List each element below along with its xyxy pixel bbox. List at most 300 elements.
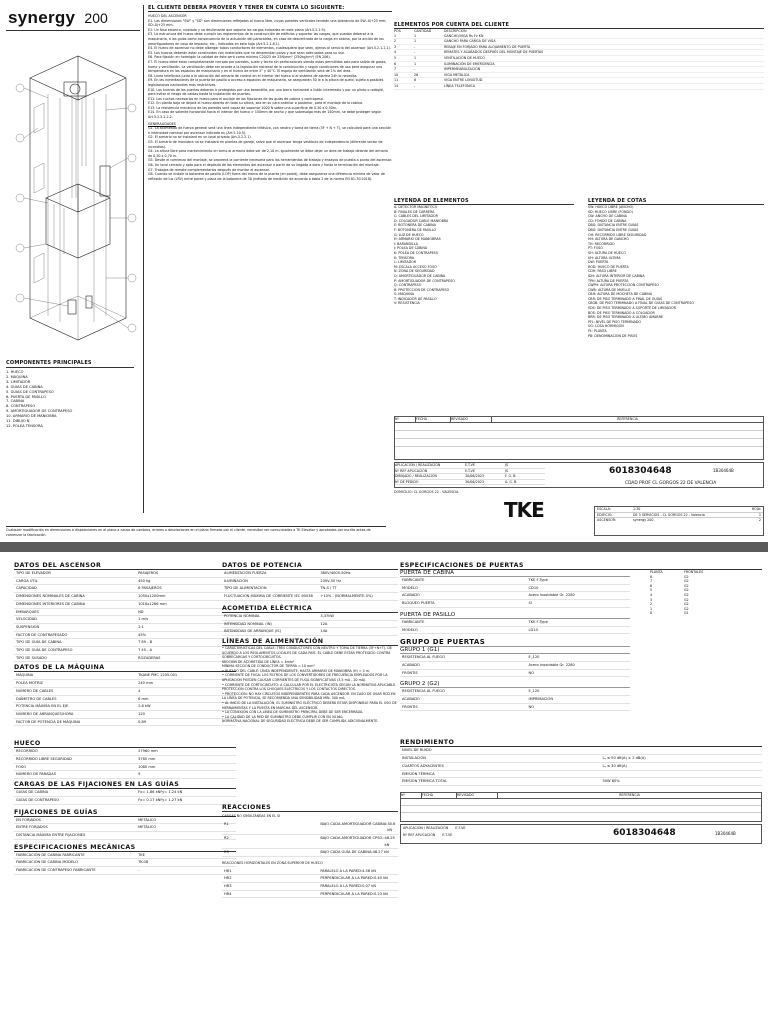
escala-label: ESCALA: — [597, 507, 611, 511]
cell-value — [602, 771, 760, 778]
cell-label: GUÍAS DE CABINA — [16, 790, 49, 795]
reacciones-horizontal-table — [222, 868, 398, 899]
cell-descripcion: LÍNEA TELEFÓNICA — [444, 83, 476, 88]
fijaciones-row — [14, 817, 236, 825]
cell-value: 1050x1200mm — [138, 594, 166, 599]
cell-label: FABRICANTE — [402, 578, 425, 582]
component-item: 3. LIMITADOR — [6, 379, 31, 384]
cell-frontal: G2 — [684, 592, 689, 597]
cell-descripcion: GANCHO PARA CARGA DE VIGA — [444, 39, 496, 44]
lineas-text — [222, 646, 398, 796]
rev2-col-n: Nº — [401, 793, 422, 798]
cell-value: Acero inoxidable Gr. 2280 — [528, 662, 575, 667]
cell-value: PARALELO A LA PARED: — [320, 884, 363, 889]
grupo2-row — [400, 704, 630, 712]
grupo-title: GRUPO DE PUERTAS — [400, 638, 630, 647]
ascensor-value: synergy 200 — [633, 518, 654, 523]
cell-label: EMISIÓN TÉRMICA TOTAL — [402, 779, 448, 784]
cell-date: 30/06/2023 — [465, 479, 485, 484]
cell-label: MÁQUINA — [16, 673, 34, 678]
component-item: 6. PUERTA DE PASILLO — [6, 394, 47, 399]
ascensor-row — [14, 585, 236, 593]
tb2-row-1 — [403, 826, 465, 831]
cell-planta: 4 — [650, 592, 653, 597]
legend-cota-item: CWB: ALTURA DE MUELLE — [588, 287, 631, 292]
cell-label: CUARTOS ADYACENTES — [402, 763, 444, 768]
cell-label: TIPO DE ELEVADOR — [16, 571, 51, 575]
component-item: 7. CABINA — [6, 399, 25, 404]
cell-value: E_120 — [528, 655, 540, 660]
cell-descripcion: REBAJE EN FORJADO PARA ALOJAMIENTO DE PUERTA — [444, 44, 531, 49]
legend-cota-item: CD: FONDO DE CABINA — [588, 218, 627, 223]
cell-value: BAJO CADA AMORTIGUADOR CPSO.: — [320, 835, 385, 840]
cell-value: 9 — [138, 772, 141, 777]
cell-label: NÚMERO DE PARADAS — [16, 772, 56, 777]
legend-element-item: Q: CONTRAPESO — [394, 283, 422, 288]
cell-value: 1080 mm — [138, 764, 156, 769]
cell-value: 0.07 kN — [362, 884, 376, 889]
component-item: 8. CONTRAPESO — [6, 404, 36, 409]
rev2-col-fecha: FECHA — [422, 793, 457, 798]
cell-label: FLUCTUACIÓN MÁXIMA DE CORRIENTE IEC 60038 — [224, 594, 313, 599]
note-item: E11. Los cuchos necesarios en hueco para el anclaje de las fijaciones de las guías de cabina y contrapeso. — [148, 96, 324, 101]
cell-date: 30/06/2023 — [465, 474, 485, 479]
client-elements-rows — [394, 34, 764, 90]
component-item: 1. HUECO — [6, 370, 24, 374]
cell-label: DIMENSIONES INTERIORES DE CABINA — [16, 601, 86, 606]
reacciones-table — [222, 821, 398, 858]
puerta-pasillo-table — [400, 619, 630, 634]
site-address: CDAD PROF CL GORGOS 22 DE VALENCIA — [625, 481, 717, 486]
cell-value: 3,37kW — [320, 613, 334, 618]
puerta-pasillo-title: PUERTA DE PASILLO — [400, 612, 630, 619]
puertas-title: ESPECIFICACIONES DE PUERTAS — [400, 562, 762, 570]
cell-pos: 5 — [394, 55, 397, 60]
client-elements-title: ELEMENTOS POR CUENTA DEL CLIENTE — [394, 22, 764, 29]
edificio-label: EDIFICIO: — [597, 512, 613, 517]
legend-element-item: C: CABLES DEL LIMITADOR — [394, 214, 438, 219]
acometida-title: ACOMETIDA ELÉCTRICA — [222, 605, 398, 613]
cell-value — [602, 747, 760, 754]
legend-cota-item: CWPH: ALTURA PROTECCIÓN CONTRAPESO — [588, 283, 659, 288]
cell-label: FABRICACIÓN DE CABINA MODELO — [16, 860, 78, 865]
cell-value: BAJO CADA AMORTIGUADOR CABINA: — [320, 821, 388, 826]
note-item: E4. El hueco de ascensor no debe albergar tubos conductores de elementos, cualesquiera que sean, ajenos al servicio del ascensor (Art.5.2.1.2.1). — [148, 46, 391, 51]
legend-cota-item: IDH: ALTURA INTERIOR DE CABINA — [588, 273, 645, 278]
cell-label: R2 — [224, 835, 229, 840]
maquina-row — [14, 711, 236, 719]
note-item: E13. La resistencia mecánica de las paredes será capaz de soportar 1000 N sobre una superficie de 0,30 x 0,30m. — [148, 105, 337, 110]
title-block-rows — [395, 463, 545, 485]
acometida-table — [222, 613, 398, 636]
legend-cotas-title: LEYENDA DE COTAS — [588, 198, 764, 205]
legend-cota-item: HH: ALTURA DE GANCHO — [588, 237, 629, 242]
cell-value: NO — [528, 704, 535, 709]
cell-label: INTENSIDAD NOMINAL (IN) — [224, 621, 272, 626]
cell-label: DIBUJADO / REALIZACIÓN — [395, 474, 437, 479]
acometida-row — [222, 613, 398, 621]
cell-label: RESISTENCIA AL FUEGO — [402, 689, 445, 694]
cell-name: F. G. B. — [505, 474, 517, 479]
general-title: GENERALIDADES — [148, 121, 176, 126]
escala-value: 1:30 — [633, 507, 641, 511]
general-item: G1. La acometida de fuerza general será una línea independiente trifásica, con neutro y toma de tierra (3F + N + T), se calculará para una sección e intensidad nominal por ascensor indicada en (Art.5.10.5). — [148, 126, 392, 135]
legend-element-item: L: LIMITADOR — [394, 260, 417, 265]
cell-label: CARGA ÚTIL — [16, 578, 38, 583]
cell-value: IMPRIMACIÓN — [528, 697, 554, 702]
cell-frontal: G2 — [684, 597, 689, 602]
cell-value: E_120 — [528, 689, 540, 694]
rev2-col-revisado: REVISADO — [457, 793, 498, 798]
cell-label: Nº DE PEDIDO — [395, 479, 419, 484]
ascensor-row — [14, 616, 236, 624]
general-item: G4. La altura libre para mantenimiento en torno al armario debe ser de 2,10 m. Igualmente se debe dejar un área de trabajo delante del armario de 0,50 x 0,70 m. — [148, 149, 388, 158]
cell-value: ND — [138, 609, 144, 614]
legend-cota-item: PT: FOSO — [588, 246, 603, 251]
notes-items — [148, 19, 392, 120]
title-block-row — [395, 480, 545, 486]
cell-frontal: G2 — [684, 579, 689, 584]
especificaciones-table — [14, 852, 236, 875]
lineas-paragraph: • LA CONEXIÓN CON LA LÍNEA DE SUMINISTRO PRINCIPAL DEBE DE SER ENCERRADA. — [222, 710, 364, 715]
reaccion-horizontal-row — [222, 875, 398, 883]
cell-label: POTENCIA MÁXIMA EN EL EJE — [16, 704, 69, 709]
cell-value: 230V-50 Hz — [320, 578, 342, 583]
component-item: 10. ARMARIO DE MANIOBRA — [6, 414, 57, 419]
note-item: E6. Para fijación en hormigón la calidad de éste será como mínimo C20/25 de 25N/mm² (250kg/cm²) (EN 206). — [148, 55, 331, 60]
cell-value: 50W 60% — [602, 779, 620, 784]
cell-cantidad: - — [414, 44, 416, 49]
cell-label: FRONTIS — [402, 670, 418, 675]
cell-label: MODELO — [402, 585, 418, 590]
cell-pos: 1 — [394, 33, 397, 38]
maquina-row — [14, 688, 236, 696]
cell-pos: 2 — [394, 39, 397, 44]
title-meta — [594, 506, 764, 536]
component-item: 5. GUÍAS DE CONTRAPESO — [6, 389, 54, 394]
hoja-value-2: 2 — [758, 518, 761, 523]
tb2-val-1: E-T-VE — [455, 825, 466, 830]
cell-frontal: G2 — [684, 602, 689, 607]
cell-label: FACTOR DE POTENCIA DE MÁQUINA — [16, 719, 81, 724]
cell-value: PARALELO A LA PARED: — [320, 868, 363, 873]
grupo2-title: GRUPO 2 (G2) — [400, 681, 630, 688]
ascensor-label: ASCENSOR: — [597, 518, 617, 523]
cell-label: ACABADO — [402, 697, 420, 702]
fijaciones-title: FIJACIONES DE GUÍAS — [14, 809, 236, 817]
potencia-row — [222, 593, 398, 601]
cell-value: 4.56 kN — [362, 868, 376, 873]
reaccion-horizontal-row — [222, 883, 398, 891]
cell-label: MODELO — [402, 627, 418, 632]
cell-frontal: G2 — [684, 583, 689, 588]
legend-element-item: P: AMORTIGUADOR DE CONTRAPESO — [394, 278, 455, 283]
cell-value: 0,89 — [138, 719, 147, 724]
cell-value: Lₐ ≤ 50 dB(A) ± 2 dB(A) — [602, 756, 646, 761]
cell-cantidad: 26 — [414, 72, 419, 77]
cell-value: 0.23 kN — [373, 891, 388, 896]
ascensor-row — [14, 655, 236, 663]
column-potencia — [222, 562, 398, 1024]
cell-pos: 3 — [394, 44, 397, 49]
cell-label: CAPACIDAD — [16, 586, 37, 591]
legend-cota-item: PFL: NIVEL DE PISO TERMINADO — [588, 319, 641, 324]
lineas-paragraph: • RUTADO DEL CABLE: LÍNEA INDEPENDIENTE, HASTA ARMARIO DE MANIOBRA (H) = 4 m. — [222, 668, 371, 673]
edificio-value: DE 3 SERVICIOS - CL GORGOS 22 - Valencia — [633, 512, 705, 517]
legend-cota-item: TPH: ALTURA DE PUERTA — [588, 278, 629, 283]
hueco-row — [14, 771, 236, 779]
cell-value: +10% - (NORMALMENTE-5%) — [320, 594, 373, 599]
frontales-header: FRONTALES — [684, 570, 704, 574]
cell-label: INSTALACIÓN — [402, 756, 426, 761]
note-item: E12. En planta baja se dejará el hueco abierto en toda su altura, sea en su cara anterior o posterior, para el montaje de la cabina. — [148, 101, 364, 106]
maquina-row — [14, 680, 236, 688]
legend-cota-item: TH: RECORRIDO — [588, 241, 615, 246]
grupo2-row — [400, 688, 630, 696]
grupo2-table — [400, 688, 630, 711]
cell-name: JS — [505, 463, 509, 467]
legend-cota-item: SW: HUECO LIBRE (ANCHO) — [588, 205, 634, 209]
cell-value: TKE F-Type — [528, 619, 548, 624]
potencia-row — [222, 585, 398, 593]
cell-value: CD10 — [528, 585, 539, 590]
cell-cantidad: - — [414, 83, 416, 88]
general-item: G6. Un local cerrado y apto para el depósito de los elementos del ascensor a partir de su llegada a obra y hasta la terminación del montaje. — [148, 163, 380, 167]
column-puertas — [400, 562, 762, 1024]
cell-pos: 10 — [394, 72, 399, 77]
cell-value: Fx= 1.86 kN — [138, 790, 161, 795]
cell-value: T 45 - A — [138, 648, 153, 653]
legend-element-item: J: POLEA DE CABINA — [394, 246, 428, 251]
reaccion-row — [222, 821, 398, 835]
cell-label: NÚMERO DE CABLES — [16, 688, 54, 693]
legend-element-item: K: TENSORA — [394, 255, 414, 260]
client-element-row — [394, 84, 764, 90]
general-item: G3. El armario de maniobra no se instalará en plantas de garaje, salvo que el ascensor tenga vestíbulo de independencia (diferente sector de incendios). — [148, 140, 383, 149]
cell-value: SI — [528, 601, 532, 606]
cell-label: ACABADO — [402, 662, 420, 667]
drawing-sheet-2 — [0, 552, 768, 1024]
cell-value: PASAJEROS — [138, 571, 159, 575]
order-number-2: 6018304648 — [613, 827, 676, 838]
col-descripcion: DESCRIPCIÓN — [444, 29, 467, 33]
lineas-paragraph: • PROTECCIÓN: NO HAY CIRCUITOS INDEPENDIENTES PARA CADA ASCENSOR. EN CASO DE USAR RCD EN LA LÍNEA DE POTENCIA, SE RECOMIENDA UNA SENSIBILIDAD MÍN. 300 mA. — [222, 691, 396, 701]
cell-frontal: G2 — [684, 606, 689, 611]
legend-elements-title: LEYENDA DE ELEMENTOS — [394, 198, 574, 205]
cell-label: FABRICANTE — [402, 619, 425, 624]
cell-label: POLEA MOTRIZ — [16, 681, 44, 686]
cell-value: 14A — [320, 629, 328, 634]
cell-value: TK-08 — [138, 860, 149, 865]
brand-block — [8, 8, 140, 26]
cell-label: Nº REF APLICACIÓN — [395, 468, 428, 473]
client-elements-table — [394, 22, 764, 172]
potencia-row — [222, 578, 398, 586]
rev2-col-referencia: REFERENCIA — [619, 792, 640, 797]
components-list — [6, 360, 134, 466]
especificaciones-row — [14, 852, 236, 860]
cell-label: ACABADO — [402, 593, 420, 598]
cell-value: 240 mm — [138, 681, 154, 686]
domicile-line — [394, 490, 594, 495]
tb2-val-2: E-T-VE — [442, 832, 453, 837]
puerta-cabina-row — [400, 600, 630, 608]
ascensor-row — [14, 601, 236, 609]
elevator-shaft-isometric-drawing — [8, 48, 140, 348]
lineas-paragraph: • CARACTERÍSTICAS DEL CABLE: TRES CONDUCTORES CON NEUTRO Y TOMA DE TIERRA (3F+N+T), DE ACUERDO A LOS REGLAMENTOS LOCALES DE CADA PAÍS. EL CABLE DEBE ESTAR PROTEGIDO CONTRA SOBRECARGAS Y CORTOCIRCUITOS. — [222, 645, 392, 660]
legend-cota-item: PB: DENOMINACIÓN DE PISOS — [588, 333, 638, 338]
acometida-row — [222, 621, 398, 629]
cell-label: HR1 — [224, 868, 232, 873]
order-short-code: 1B30464B — [713, 468, 734, 473]
cell-name: A. G. B. — [505, 479, 518, 484]
cell-frontal: G2 — [684, 588, 689, 593]
rendimiento-row — [400, 778, 762, 786]
legend-cota-item: CBH: ALTURA DE MOCHETA DE CABINA — [588, 292, 652, 297]
cell-label: EMISIÓN TÉRMICA — [402, 771, 435, 776]
brand-model: 200 — [84, 10, 108, 26]
acometida-row — [222, 628, 398, 636]
cell-value: TKANE PMC 1205.001 — [138, 673, 178, 678]
legend-element-item: K: POLEA DE CONTRAPESO — [394, 250, 439, 255]
legend-element-item: I: BARANDILLA — [394, 241, 419, 246]
cell-value: 3760 mm — [138, 757, 156, 762]
cell-value: 48.27 kN — [372, 850, 389, 855]
cell-value: 2:1 — [138, 624, 144, 629]
lineas-paragraph: NORMATIVA NACIONAL DE SEGURIDAD ELÉCTRICA DEBE DE SER CUMPLIDA ADICIONALMENTE. — [222, 719, 379, 724]
cell-value: 30.6 kN — [387, 821, 396, 833]
cell-label: DIMENSIONES NOMINALES DE CABINA — [16, 594, 85, 599]
cell-value: 45% — [138, 632, 147, 637]
cell-value: TKE — [138, 852, 145, 857]
cell-pos: 11 — [394, 78, 399, 83]
notes-subtitle: HUECO DEL ASCENSOR — [148, 14, 187, 18]
reacciones-subtitle: CARGAS NO SIMULTÁNEAS EN EL SI — [222, 813, 281, 818]
general-item: G2. El armario no se instalará en un local privado (Art.5.2.2.1). — [148, 135, 252, 140]
cell-pos: 7 — [394, 67, 397, 72]
cell-pos: 4 — [394, 50, 397, 55]
cell-label: RECORRIDO — [16, 749, 38, 754]
hueco-row — [14, 764, 236, 772]
cell-label: INTENSIDAD DE ARRANQUE (IS) — [224, 629, 281, 634]
cell-descripcion: ILUMINACIÓN DE EMERGENCIA — [444, 61, 495, 66]
ascensor-row — [14, 609, 236, 617]
cell-descripcion: VIGA METÁLICA — [444, 72, 470, 77]
grupo1-row — [400, 654, 630, 662]
legend-cota-item: ROD: HUECO DE PUERTA — [588, 264, 629, 269]
hueco-title: HUECO — [14, 740, 236, 748]
cell-planta: 6 — [650, 583, 653, 588]
legend-cota-item: CDH: PASO LIBRE — [588, 269, 617, 274]
legend-element-item: R: PROTECCIÓN DE CONTRAPESO — [394, 287, 450, 292]
plantas-table — [630, 570, 762, 711]
puerta-pasillo-row — [400, 619, 630, 627]
reacciones-title: REACCIONES — [222, 804, 398, 812]
cell-label: POTENCIA NOMINAL — [224, 613, 261, 618]
cell-frontal: G1 — [684, 611, 689, 616]
cell-label: DIÁMETRO DE CABLES — [16, 696, 57, 701]
component-item: 9. AMORTIGUADOR DE CONTRAPESO — [6, 409, 73, 414]
rendimiento-row — [400, 747, 762, 755]
cargas-row — [14, 789, 236, 797]
cell-label: R3 — [224, 850, 229, 855]
disclaimer-footer: Cualquier modificación en dimensiones o disposiciones en el plano a causa de cambios, errores o desviaciones en el plano firmado por el cliente, necesitan ser comunicadas a TK Elevator y aprobadas por escrito antes de comenzar la fabricación. — [6, 526, 386, 538]
fijaciones-row — [14, 832, 236, 840]
note-item: E14. En caso de saliente horizontal hacia el interior del hueco > 150mm de ancho y que sobresalga más de 150mm, se debe proteger según Art.5.2.5.2.2.2. — [148, 110, 382, 120]
cell-cantidad: 1 — [414, 61, 417, 66]
cell-name: JS — [505, 468, 509, 473]
ascensor-row — [14, 624, 236, 632]
hueco-row — [14, 748, 236, 756]
cell-cantidad: 1 — [414, 39, 417, 44]
potencia-row — [222, 570, 398, 578]
cell-label: NIVEL DE RUIDO — [402, 748, 432, 753]
legend-element-item: O: AMORTIGUADOR DE CABINA — [394, 273, 446, 278]
legend-element-item: G: LUZ DE HUECO — [394, 232, 424, 237]
cell-label: DISTANCIA MÁXIMA ENTRE FIJACIONES — [16, 832, 86, 837]
legend-elements — [394, 198, 574, 408]
cell-frontal: G2 — [684, 574, 689, 579]
legend-cota-item: PL: PLANTA — [588, 329, 607, 334]
cell-value: PERPENDICULAR A LA PARED: — [320, 876, 374, 881]
cell-label: FOSO — [16, 764, 27, 769]
puerta-cabina-row — [400, 577, 630, 585]
maquina-row — [14, 696, 236, 704]
legend-cota-item: SH: ALTURA DE HUECO — [588, 250, 626, 255]
fijaciones-row — [14, 824, 236, 832]
cell-label: ALIMENTACIÓN FUERZA — [224, 571, 267, 575]
datos-maquina-table — [14, 672, 236, 726]
cell-descripcion: VIGA ENTRE LONGITUD — [444, 78, 483, 83]
cargas-row — [14, 797, 236, 805]
brand-name: synergy — [8, 8, 76, 27]
legend-element-item: B: FINALES DE CARRERA — [394, 209, 435, 214]
cell-value: 6 PASAJEROS — [138, 586, 162, 591]
cell-value: Acero inoxidable Gr. 2280 — [528, 593, 575, 598]
cell-descripcion: VENTILACIÓN DE HUECO — [444, 55, 485, 60]
legend-cota-item: BRR: DE PISO TERMINADO A ÚLTIMO AMARRE — [588, 315, 663, 320]
grupo1-row — [400, 670, 630, 678]
cell-planta: 1 — [650, 606, 653, 611]
legend-cota-item: DBG: DISTANCIA ENTRE GUÍAS — [588, 223, 639, 228]
datos-ascensor-title: DATOS DEL ASCENSOR — [14, 562, 236, 570]
cell-label: VELOCIDAD — [16, 617, 37, 622]
hoja-value-1: 1 — [758, 512, 761, 517]
cell-label: GUÍAS DE CONTRAPESO — [16, 797, 60, 802]
cell-label: RESISTENCIA AL FUEGO — [402, 655, 445, 660]
legend-cota-item: CW: ANCHO DE CABINA — [588, 214, 627, 219]
legend-cota-item: OH: RECORRIDO LIBRE SEGURIDAD — [588, 232, 647, 237]
cell-cantidad: 1 — [414, 55, 417, 60]
component-item: 11. DIBUJO N — [6, 419, 30, 424]
cell-date: E-T-VE — [465, 468, 476, 473]
hoja-label: HOJA: — [751, 507, 761, 511]
legend-element-item: F: BOTONERA DE PASILLO — [394, 227, 437, 232]
grupo2-row — [400, 696, 630, 704]
legend-element-item: E: BOTONERA DE CABINA — [394, 223, 436, 228]
cell-value: 6 mm — [138, 696, 149, 701]
tb2-label-2: Nº REF APLICACIÓN — [403, 832, 436, 837]
fijaciones-table — [14, 817, 236, 840]
cell-cantidad: 6 — [414, 78, 417, 83]
rendimiento-row — [400, 755, 762, 763]
tke-logo: TKE — [504, 498, 544, 522]
cell-value — [138, 832, 234, 839]
note-item: E8. Línea telefónica junto a la ubicación del armario de control en el interior del hueco si el sistema de alarma 24h lo necesita. — [148, 73, 358, 78]
general-items — [148, 126, 392, 181]
cell-value: 1 m/s — [138, 617, 149, 622]
cell-value: - — [138, 868, 140, 873]
